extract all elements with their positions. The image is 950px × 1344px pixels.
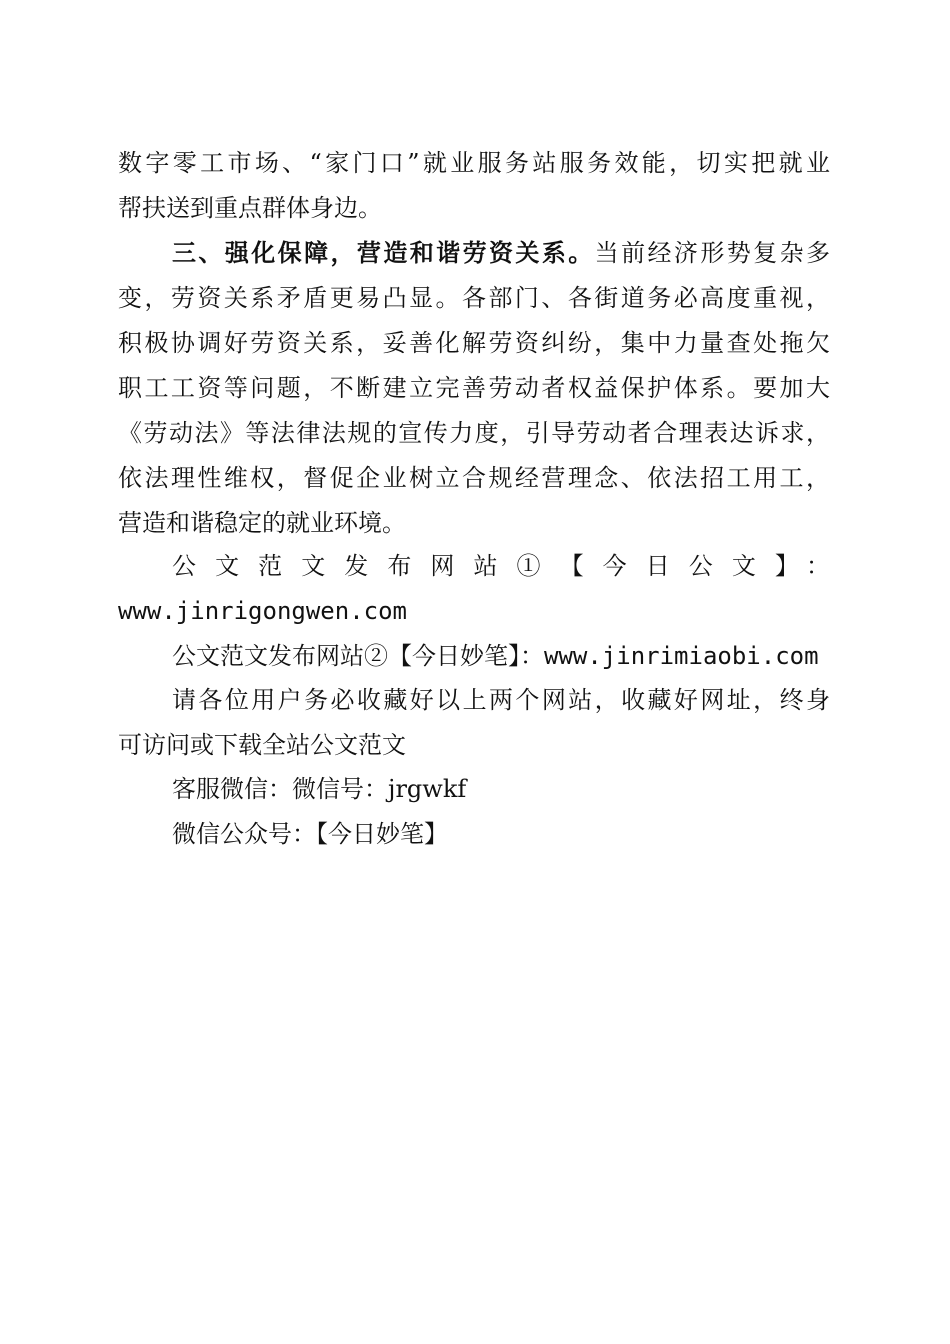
- body-text-line: 职工工资等问题，不断建立完善劳动者权益保护体系。要加大: [118, 374, 830, 402]
- body-text-line: 数字零工市场、“家门口”就业服务站服务效能，切实把就业: [118, 149, 830, 177]
- body-text-line: 营造和谐稳定的就业环境。: [118, 509, 406, 537]
- body-text-line: 积极协调好劳资关系，妥善化解劳资纠纷，集中力量查处拖欠: [118, 329, 830, 357]
- site2-line: [172, 639, 830, 673]
- notice-line: 可访问或下载全站公文范文: [118, 731, 406, 759]
- wechat-service: 客服微信：微信号：jrgwkf: [172, 775, 467, 803]
- site1-label: 公文范文发布网站①【今日公文】：: [172, 552, 830, 580]
- body-text: 当前经济形势复杂多: [594, 239, 830, 267]
- body-text-line: 《劳动法》等法律法规的宣传力度，引导劳动者合理表达诉求，: [118, 419, 830, 447]
- body-text-line: 变，劳资关系矛盾更易凸显。各部门、各街道务必高度重视，: [118, 284, 830, 312]
- site2-url[interactable]: www.jinrimiaobi.com: [544, 642, 819, 670]
- site2-label: 公文范文发布网站②【今日妙笔】：: [172, 642, 544, 670]
- site1-url[interactable]: www.jinrigongwen.com: [118, 597, 407, 625]
- wechat-official-account: 微信公众号：【今日妙笔】: [172, 820, 448, 848]
- body-text-line: 帮扶送到重点群体身边。: [118, 194, 382, 222]
- section-heading: 三、强化保障，营造和谐劳资关系。: [172, 239, 595, 267]
- body-text-line: 依法理性维权，督促企业树立合规经营理念、依法招工用工，: [118, 464, 830, 492]
- notice-line: 请各位用户务必收藏好以上两个网站，收藏好网址，终身: [172, 686, 830, 714]
- section-heading-line: [172, 236, 830, 270]
